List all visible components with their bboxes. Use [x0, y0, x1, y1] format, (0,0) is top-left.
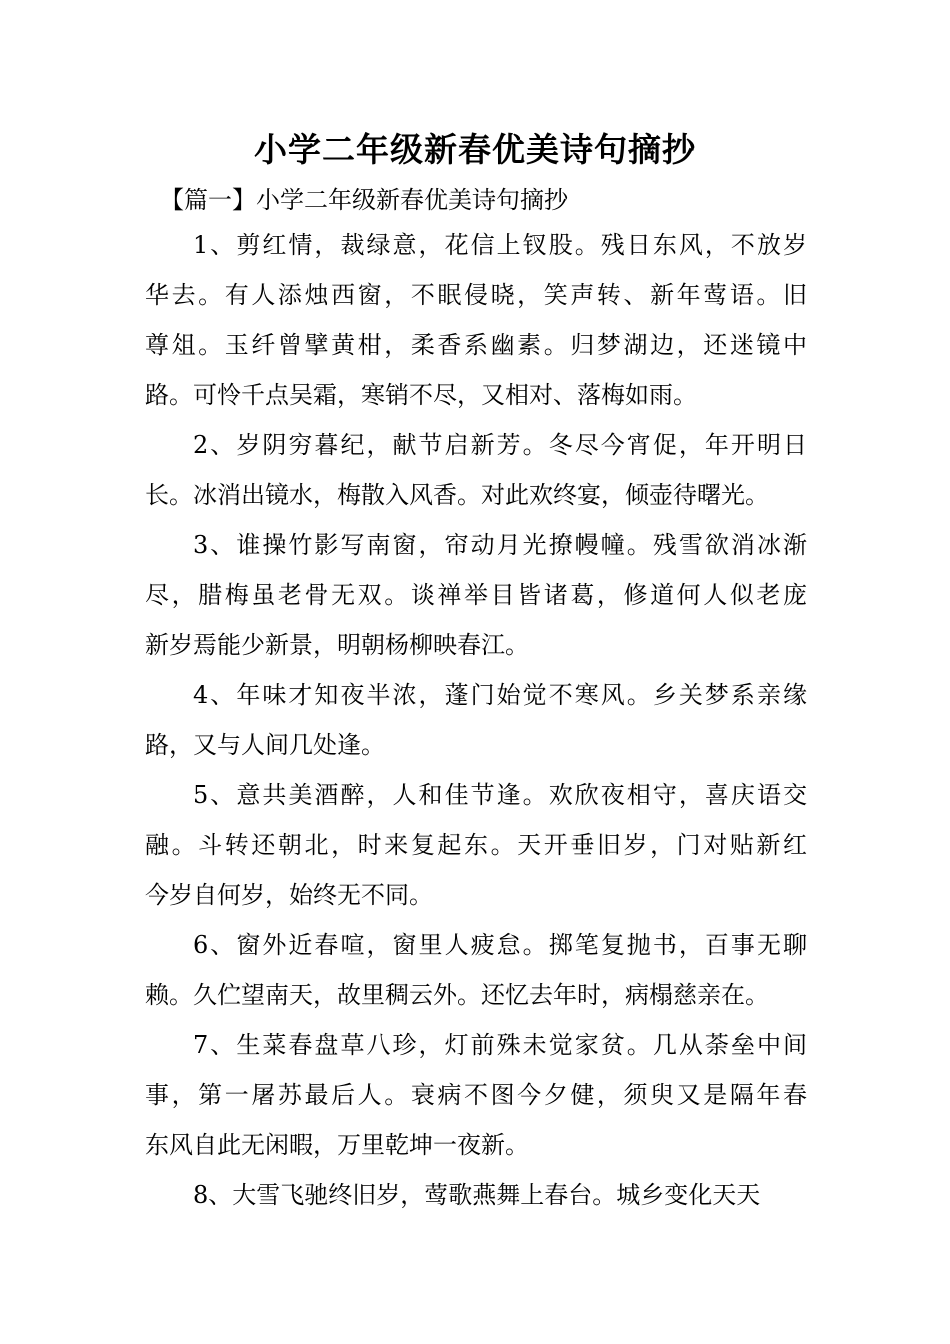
poem-paragraph [145, 920, 807, 1020]
poem-line: 长。冰消出镜水，梅散入风香。对此欢终宴，倾壶待曙光。 [145, 481, 769, 509]
poem-line: 6、窗外近春喧，窗里人疲怠。掷笔复抛书，百事无聊 [193, 931, 807, 959]
poem-line: 5、意共美酒醉，人和佳节逢。欢欣夜相守，喜庆语交 [193, 781, 807, 809]
poem-line: 融。斗转还朝北，时来复起东。天开垂旧岁，门对贴新红 [145, 831, 807, 859]
poem-line: 东风自此无闲暇，万里乾坤一夜新。 [145, 1131, 529, 1159]
poem-line: 尊俎。玉纤曾擘黄柑，柔香系幽素。归梦湖边，还迷镜中 [145, 331, 807, 359]
poem-paragraph [145, 520, 807, 670]
poem-line: 尽，腊梅虽老骨无双。谈禅举目皆诸葛，修道何人似老庞 [145, 581, 807, 609]
poem-line: 3、谁操竹影写南窗，帘动月光撩幔幢。残雪欲消冰渐 [193, 531, 807, 559]
poem-paragraph [145, 220, 807, 420]
document-body [145, 220, 807, 1220]
poem-line: 8、大雪飞驰终旧岁，莺歌燕舞上春台。城乡变化天天 [193, 1181, 761, 1209]
section-heading: 【篇一】小学二年级新春优美诗句摘抄 [160, 186, 568, 214]
poem-paragraph [145, 1170, 807, 1220]
poem-line: 1、剪红情，裁绿意，花信上钗股。残日东风，不放岁 [193, 231, 807, 259]
poem-line: 事，第一屠苏最后人。衰病不图今夕健，须臾又是隔年春 [145, 1081, 807, 1109]
poem-paragraph [145, 420, 807, 520]
poem-line: 7、生菜春盘草八珍，灯前殊未觉家贫。几从荼垒中间 [193, 1031, 807, 1059]
poem-paragraph [145, 770, 807, 920]
poem-line: 2、岁阴穷暮纪，献节启新芳。冬尽今宵促，年开明日 [193, 431, 807, 459]
poem-line: 路。可怜千点吴霜，寒销不尽，又相对、落梅如雨。 [145, 381, 697, 409]
poem-paragraph [145, 670, 807, 770]
poem-paragraph [145, 1020, 807, 1170]
poem-line: 4、年味才知夜半浓，蓬门始觉不寒风。乡关梦系亲缘 [193, 681, 807, 709]
poem-line: 赖。久伫望南天，故里稠云外。还忆去年时，病榻慈亲在。 [145, 981, 769, 1009]
document-title: 小学二年级新春优美诗句摘抄 [254, 130, 696, 169]
poem-line: 华去。有人添烛西窗，不眠侵晓，笑声转、新年莺语。旧 [145, 281, 807, 309]
poem-line: 路，又与人间几处逢。 [145, 731, 385, 759]
poem-line: 新岁焉能少新景，明朝杨柳映春江。 [145, 631, 529, 659]
poem-line: 今岁自何岁，始终无不同。 [145, 881, 433, 909]
